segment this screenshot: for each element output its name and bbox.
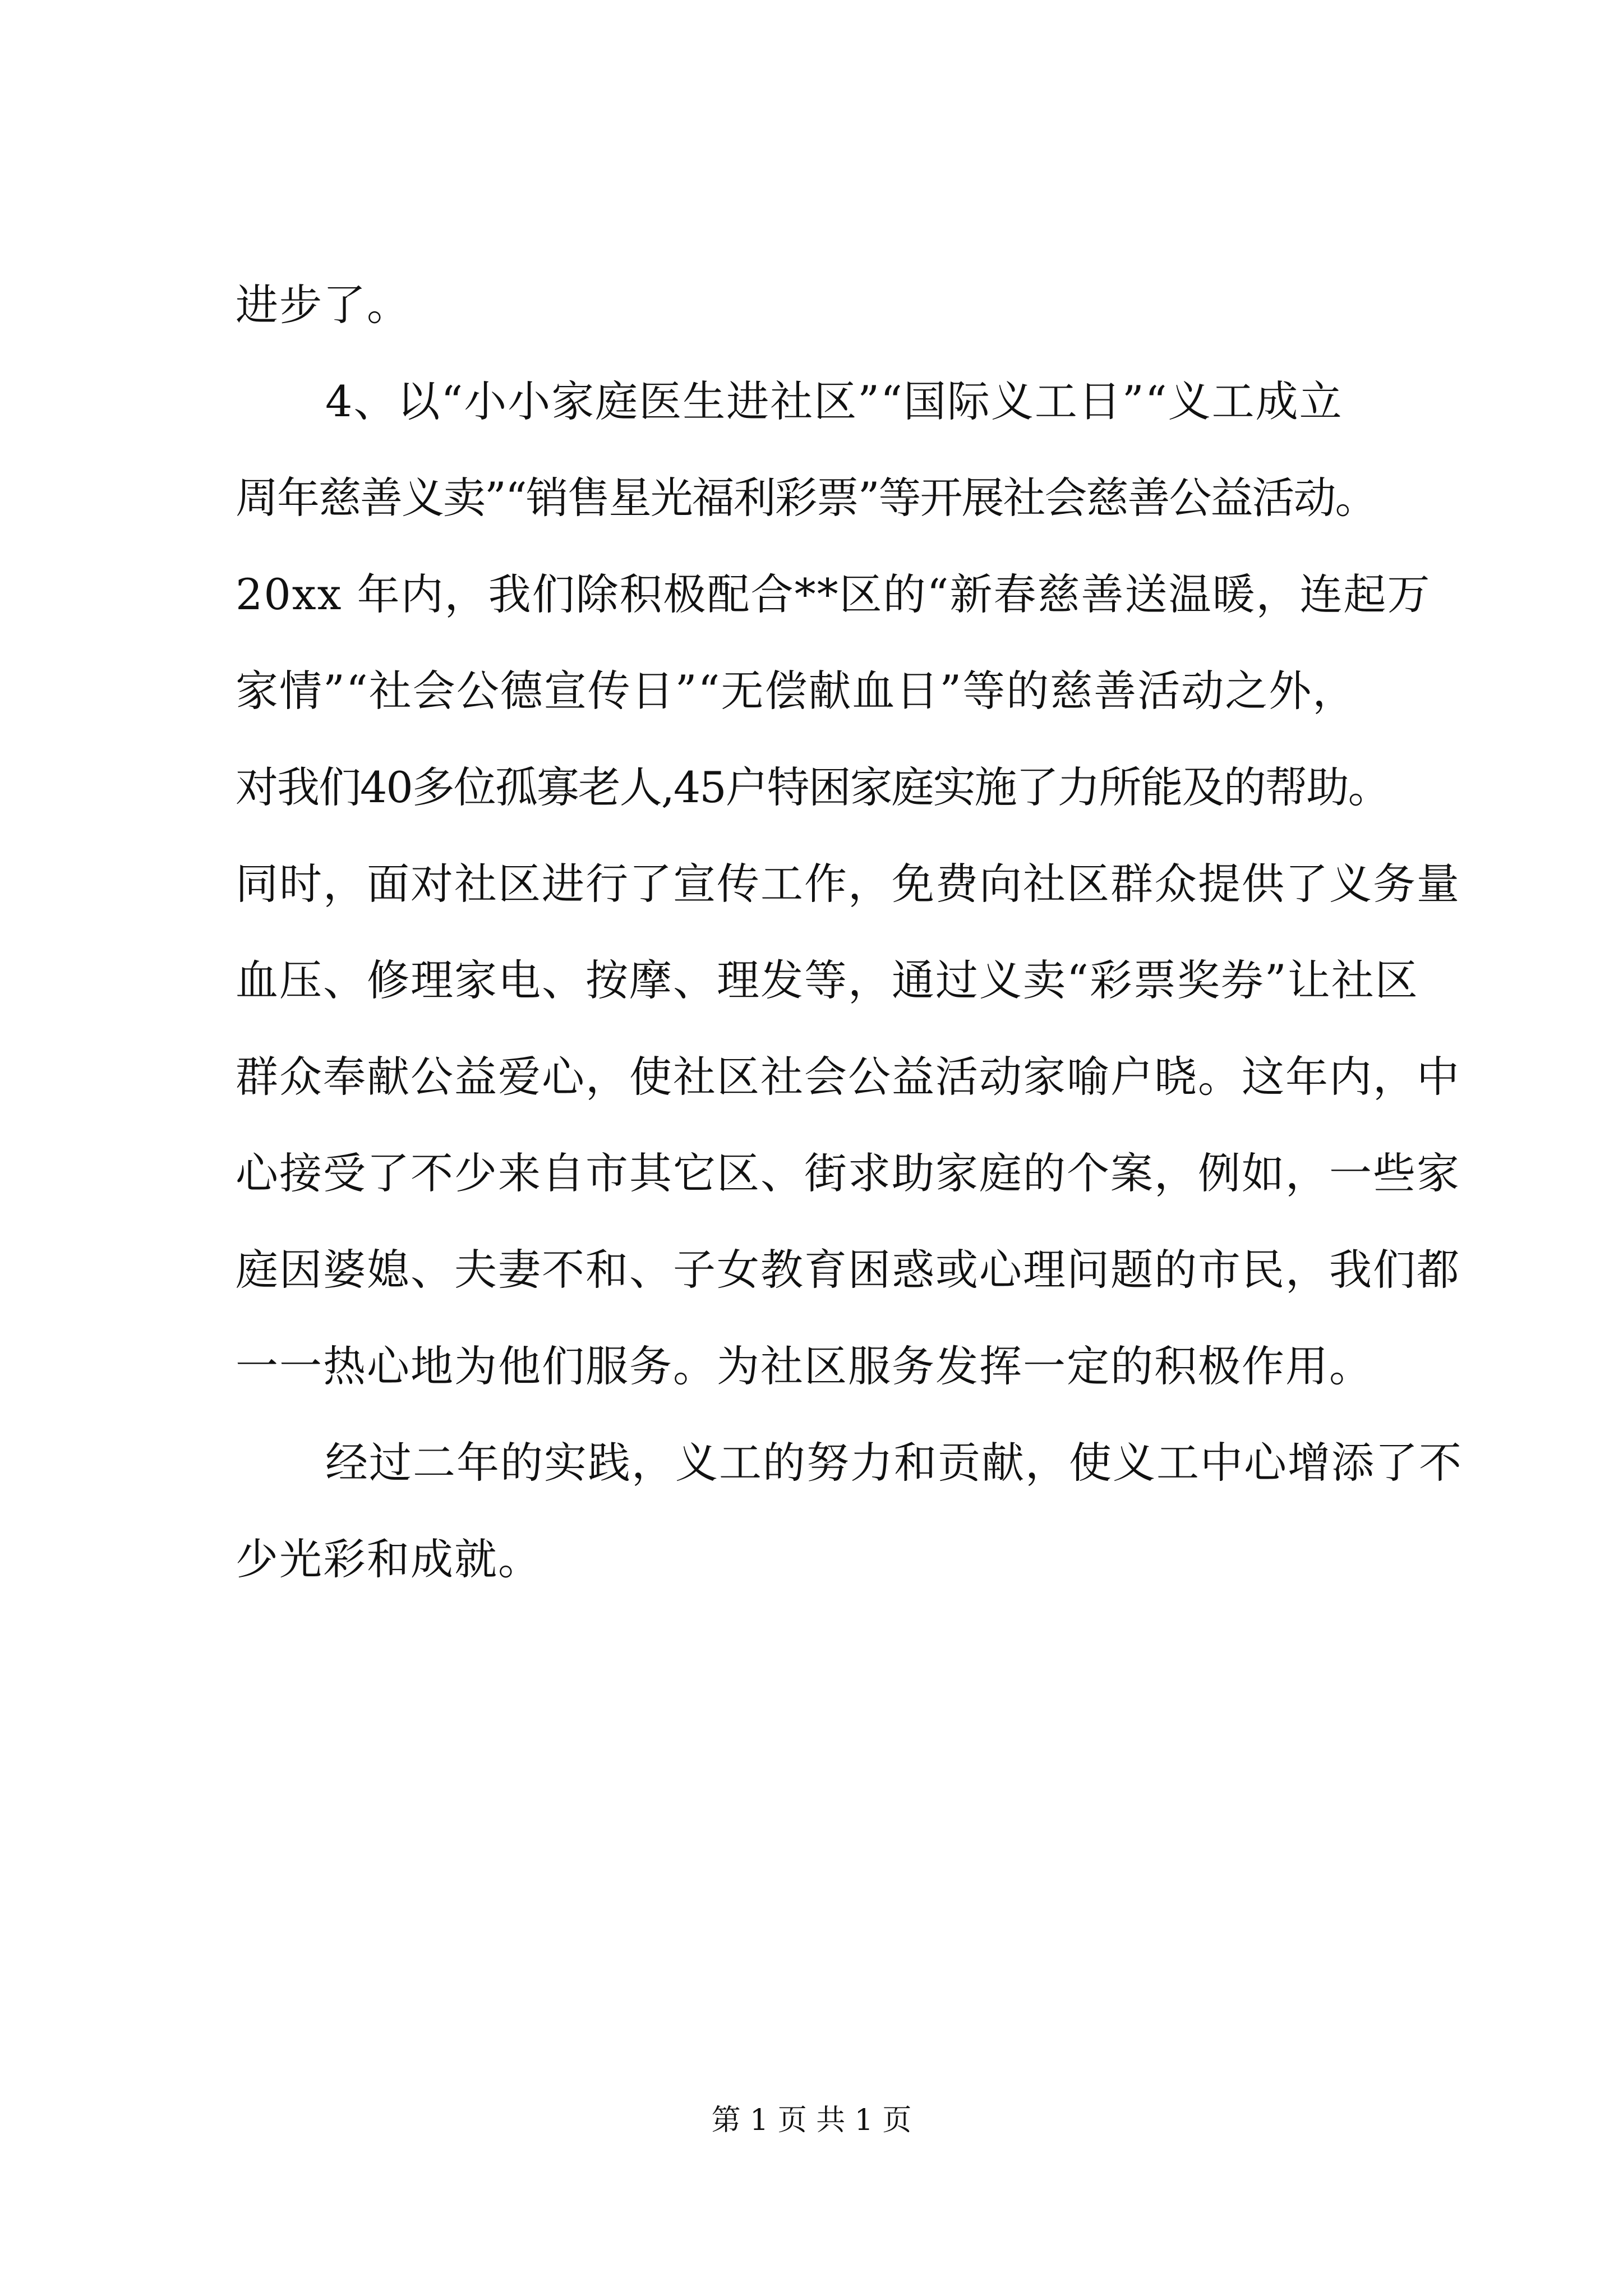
text-line: 一一热心地为他们服务。为社区服务发挥一定的积极作用。 — [236, 1341, 1373, 1391]
text-line: 周年慈善义卖”“销售星光福利彩票”等开展社会慈善公益活动。 — [236, 473, 1377, 523]
text-line: 对我们40多位孤寡老人,45户特困家庭实施了力所能及的帮助。 — [236, 762, 1390, 812]
text-line: 心接受了不少来自市其它区、街求助家庭的个案，例如，一些家 — [236, 1148, 1460, 1198]
text-line: 经过二年的实践，义工的努力和贡献，使义工中心增添了不 — [325, 1438, 1463, 1488]
text-line: 同时，面对社区进行了宣传工作，免费向社区群众提供了义务量 — [236, 859, 1460, 909]
text-line: 少光彩和成就。 — [236, 1534, 542, 1584]
text-line: 家情”“社会公德宣传日”“无偿献血日”等的慈善活动之外， — [236, 666, 1357, 716]
text-line: 进步了。 — [236, 280, 411, 330]
text-line: 群众奉献公益爱心，使社区社会公益活动家喻户晓。这年内，中 — [236, 1052, 1460, 1102]
text-line: 20xx 年内，我们除积极配合**区的“新春慈善送温暖，连起万 — [236, 569, 1431, 619]
document-body — [236, 257, 1463, 1608]
text-line: 庭因婆媳、夫妻不和、子女教育困惑或心理问题的市民，我们都 — [236, 1245, 1460, 1295]
text-line: 血压、修理家电、按摩、理发等，通过义卖“彩票奖券”让社区 — [236, 955, 1419, 1005]
text-line: 4、以“小小家庭医生进社区”“国际义工日”“义工成立 — [325, 376, 1343, 426]
page-number-footer: 第 1 页 共 1 页 — [711, 2104, 912, 2137]
